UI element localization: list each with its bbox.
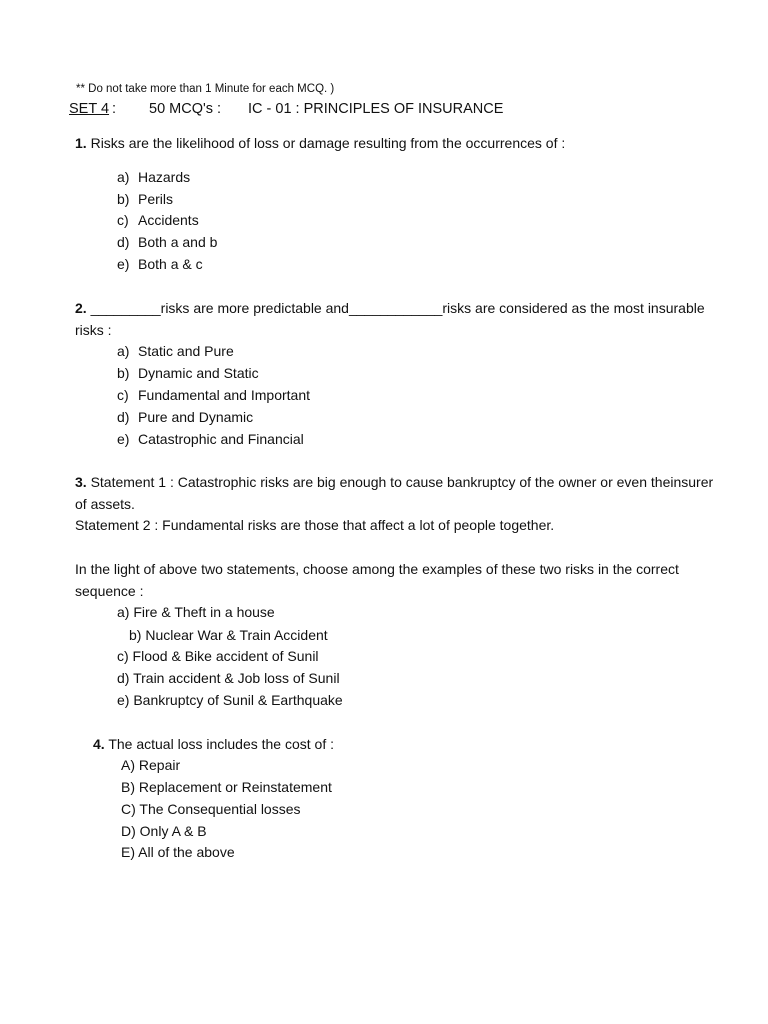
q1-option-b-text: Perils [138,191,174,207]
q2-option-e: e) [117,431,130,447]
mcq-count: 50 MCQ's : [149,101,222,117]
q1-option-a-text: Hazards [138,169,191,185]
q3-option-b: b) Nuclear War & Train Accident [129,627,328,643]
question-1 [75,136,565,150]
statement-2: Statement 2 : Fundamental risks are those that affect a lot of people together. [75,517,555,533]
q4-option-d: D) Only A & B [121,823,207,839]
q1-option-e-text: Both a & c [138,256,203,272]
question-3-prompt-cont: sequence : [75,583,144,599]
q4-option-c: C) The Consequential losses [121,801,301,817]
q3-option-d: d) Train accident & Job loss of Sunil [117,670,340,686]
q2-option-c: c) [117,387,129,403]
q1-option-e [117,257,129,271]
statement-1-cont: of assets. [75,496,135,512]
question-text-line-1: _________risks are more predictable and____________risks are considered as the most insurable [90,300,705,316]
q1-option-b [117,192,129,206]
option-letter: e) [117,256,130,272]
q2-option-e-text: Catastrophic and Financial [138,431,304,447]
subject-title: IC - 01 : PRINCIPLES OF INSURANCE [248,101,504,117]
question-text: Risks are the likelihood of loss or damage resulting from the occurrences of : [90,135,566,151]
q2-option-d-text: Pure and Dynamic [138,409,254,425]
q1-option-c-text: Accidents [138,212,199,228]
question-4 [93,737,334,751]
q1-option-d-text: Both a and b [138,234,218,250]
question-number: 3. [75,474,87,490]
question-2 [75,301,705,315]
q2-option-b: b) [117,365,130,381]
q1-option-c [117,213,129,227]
question-2-line-2: risks : [75,322,112,338]
q2-option-d: d) [117,409,130,425]
q2-option-a: a) [117,343,130,359]
question-3 [75,475,713,489]
set-label: SET 4 [69,101,110,117]
q2-option-c-text: Fundamental and Important [138,387,310,403]
statement-1: Statement 1 : Catastrophic risks are big enough to cause bankruptcy of the owner or even theinsurer [90,474,714,490]
question-number: 1. [75,135,87,151]
q2-option-b-text: Dynamic and Static [138,365,259,381]
option-letter: c) [117,212,129,228]
q4-option-a: A) Repair [121,757,181,773]
question-number: 2. [75,300,87,316]
q1-option-a [117,170,129,184]
question-text: The actual loss includes the cost of : [108,736,335,752]
option-letter: b) [117,191,130,207]
q4-option-b: B) Replacement or Reinstatement [121,779,332,795]
option-letter: d) [117,234,130,250]
option-letter: a) [117,169,130,185]
q3-option-c: c) Flood & Bike accident of Sunil [117,648,319,664]
q3-option-a: a) Fire & Theft in a house [117,604,275,620]
time-note: ** Do not take more than 1 Minute for each MCQ. ) [76,83,335,95]
q2-option-a-text: Static and Pure [138,343,234,359]
q4-option-e: E) All of the above [121,844,235,860]
q3-option-e: e) Bankruptcy of Sunil & Earthquake [117,692,343,708]
question-number: 4. [93,736,105,752]
q1-option-d [117,235,129,249]
set-label-colon: : [112,101,117,117]
question-3-prompt: In the light of above two statements, choose among the examples of these two risks in the correct [75,561,679,577]
